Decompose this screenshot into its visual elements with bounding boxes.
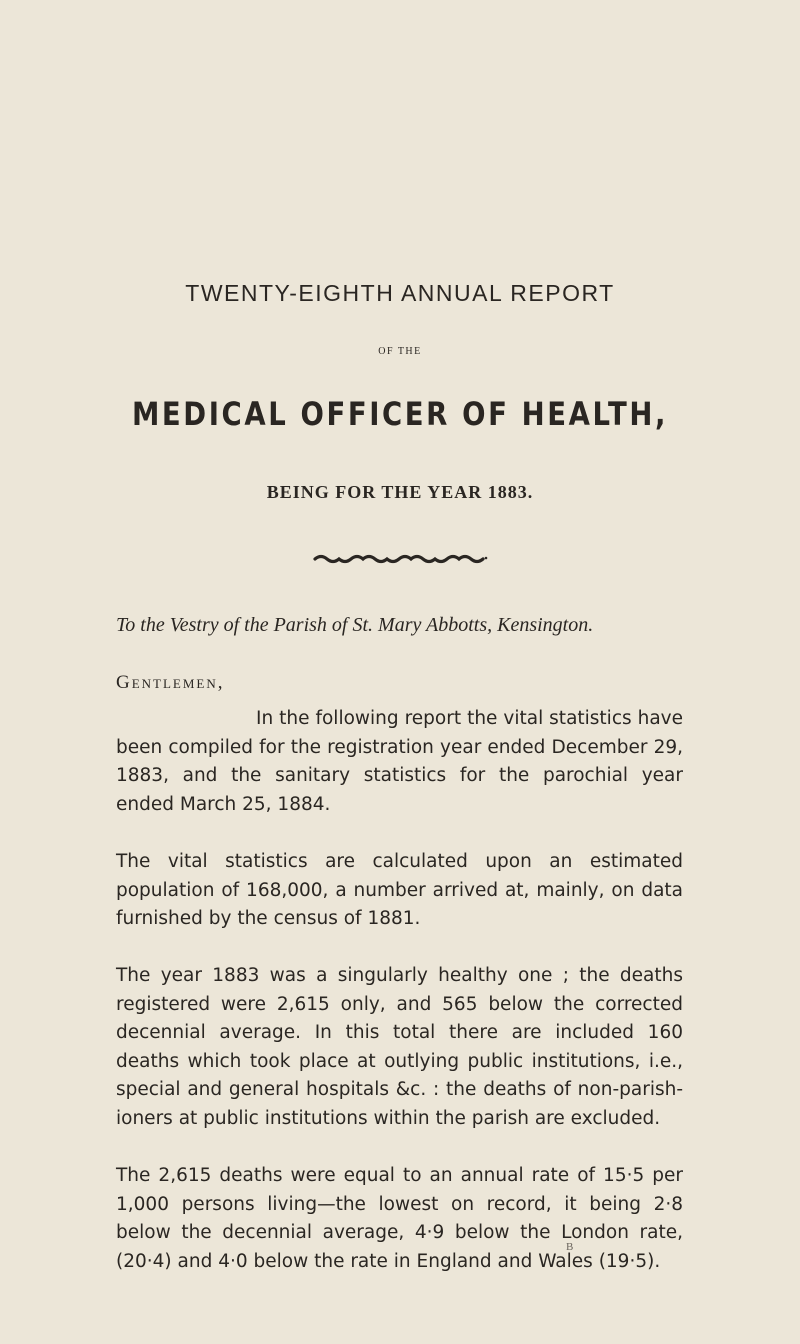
ornament-divider-icon <box>313 553 489 565</box>
paragraph-4: The 2,615 deaths were equal to an annual rate of 15·5 per 1,000 persons living—the lowest on record, it being 2·8 below the decennial average, 4·9 below the London rate, (20·4) and 4·0 below the rate in England and Wales (19·5). <box>116 1165 683 1272</box>
paragraph-2: The vital statistics are calculated upon an estimated population of 168,000, a number arrived at, mainly, on data furnished by the census of 1881. <box>116 851 683 929</box>
address-line: To the Vestry of the Parish of St. Mary Abbotts, Kensington. <box>116 614 594 636</box>
salutation: Gentlemen, <box>116 672 225 693</box>
year-subtitle: BEING FOR THE YEAR 1883. <box>266 482 534 502</box>
paragraph-1: In the following report the vital statistics have been compiled for the registration year ended December 29, 1883, and the sanitary statistics for the parochial year ended March 25, 1884. <box>116 708 683 815</box>
report-title: TWENTY-EIGHTH ANNUAL REPORT <box>185 280 615 306</box>
paragraph-3: The year 1883 was a singularly healthy one ; the deaths registered were 2,615 only, and 565 below the corrected decennial average. In this total there are included 160 deaths which took place at outlying public institutions, i.e., special and general hospitals &c. : the deaths of non-parish- ioners at public institutions within the parish are excluded. <box>116 965 683 1129</box>
of-the-line: OF THE <box>378 346 422 357</box>
officer-title: MEDICAL OFFICER OF HEALTH, <box>131 395 669 433</box>
signature-mark: B <box>566 1241 574 1253</box>
